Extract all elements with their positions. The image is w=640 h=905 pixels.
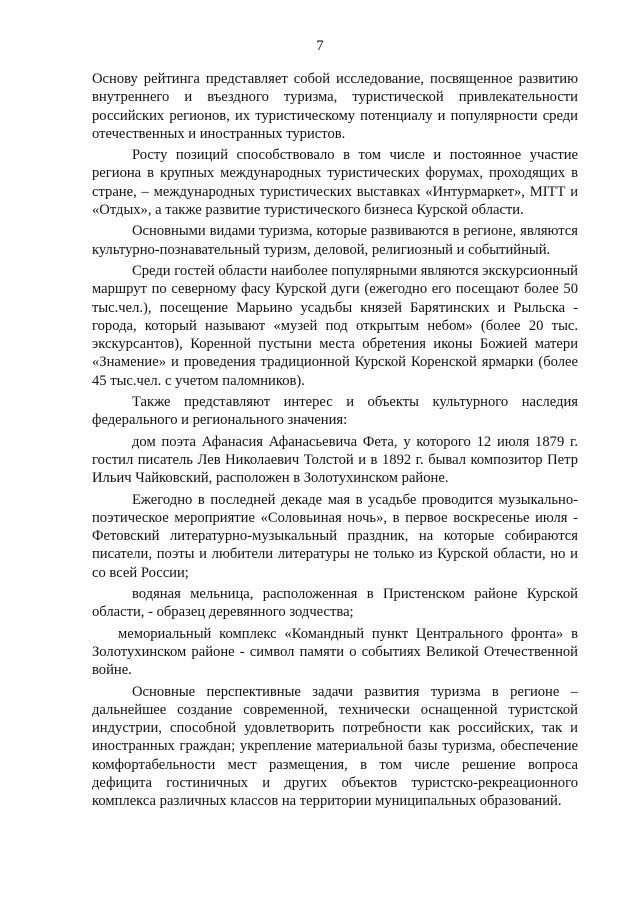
- page-number: 7: [316, 38, 324, 54]
- paragraph-rating-basis: Основу рейтинга представляет собой исследование, посвященное развитию внутреннего и въездного туризма, туристической привлекательности российских регионов, их туристическому потенциалу и популярности среди отечественных и иностранных туристов.: [92, 71, 578, 142]
- paragraph-tourism-types: Основными видами туризма, которые развиваются в регионе, являются культурно-познавательный туризм, деловой, религиозный и событийный.: [92, 223, 578, 258]
- paragraph-memorial-complex: мемориальный комплекс «Командный пункт Центрального фронта» в Золотухинском районе - символ памяти о событиях Великой Отечественной войне.: [92, 625, 578, 679]
- paragraph-heritage-intro: Также представляют интерес и объекты культурного наследия федерального и регионального значения:: [92, 394, 578, 429]
- paragraph-forums: Росту позиций способствовало в том числе и постоянное участие региона в крупных международных туристических форумах, проходящих в стране, – международных туристических выставках «Интурмаркет», МІТТ и «Отдых», а также развитие туристического бизнеса Курской области.: [92, 147, 578, 219]
- paragraph-annual-events: Ежегодно в последней декаде мая в усадьбе проводится музыкально-поэтическое мероприятие «Соловьиная ночь», в первое воскресенье июля - Фетовский литературно-музыкальный праздник, на которые собираются писатели, поэты и любители литературы не только из Курской области, но и со всей России;: [92, 491, 578, 581]
- document-body: [92, 70, 578, 811]
- paragraph-water-mill: водяная мельница, расположенная в Пристенском районе Курской области, - образец деревянного зодчества;: [92, 586, 578, 621]
- paragraph-popular-routes: Среди гостей области наиболее популярными являются экскурсионный маршрут по северному фасу Курской дуги (ежегодно его посещают более 50 тыс.чел.), посещение Марьино усадьбы князей Барятинских и Рыльска - города, который называют «музей под открытым небом» (более 20 тыс. экскурсантов), Коренной пустыни места обретения иконы Божией матери «Знамение» и проведения традиционной Курской Коренской ярмарки (более 45 тыс.чел. с учетом паломников).: [92, 262, 578, 389]
- paragraph-fet-house: дом поэта Афанасия Афанасьевича Фета, у которого 12 июля 1879 г. гостил писатель Лев Николаевич Толстой и в 1892 г. бывал композитор Петр Ильич Чайковский, расположен в Золотухинском районе.: [92, 433, 578, 487]
- paragraph-development-tasks: Основные перспективные задачи развития туризма в регионе – дальнейшее создание современной, технически оснащенной туристской индустрии, способной удовлетворить потребности как российских, так и иностранных граждан; укрепление материальной базы туризма, обеспечение комфортабельности мест размещения, в том числе решение вопроса дефицита гостиничных и других объектов туристско-рекреационного комплекса различных классов на территории муниципальных образований.: [92, 683, 578, 810]
